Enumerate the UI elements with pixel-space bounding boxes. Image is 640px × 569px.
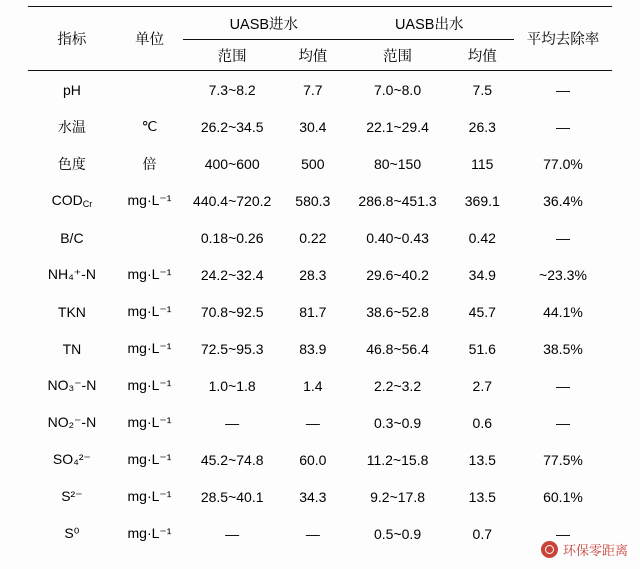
- cell-removal: ~23.3%: [539, 266, 587, 283]
- table-row: [28, 293, 612, 330]
- cell-unit: mg·L⁻¹: [127, 451, 172, 467]
- table-row: [28, 478, 612, 515]
- cell-influent-range: 0.18~0.26: [200, 229, 264, 246]
- cell-influent-range: 24.2~32.4: [200, 266, 264, 283]
- table-row: [28, 515, 612, 552]
- header-influent-range: 范围: [183, 40, 281, 71]
- cell-influent-mean: 28.3: [299, 266, 327, 283]
- cell-influent-mean: 580.3: [295, 192, 331, 209]
- header-group-influent: UASB进水: [183, 7, 344, 40]
- table-row: [28, 367, 612, 404]
- cell-influent-mean: 0.22: [299, 229, 327, 246]
- cell-index: 色度: [57, 155, 86, 172]
- cell-influent-mean: 81.7: [299, 303, 327, 320]
- cell-influent-range: 440.4~720.2: [193, 192, 272, 209]
- cell-unit: mg·L⁻¹: [127, 377, 172, 393]
- header-group-effluent: UASB出水: [344, 7, 513, 40]
- water-quality-table: [28, 6, 612, 552]
- cell-influent-mean: —: [305, 414, 320, 431]
- cell-removal: —: [555, 229, 570, 246]
- cell-effluent-range: 2.2~3.2: [374, 377, 422, 394]
- cell-effluent-range: 286.8~451.3: [358, 192, 437, 209]
- cell-effluent-mean: 0.6: [472, 414, 493, 431]
- table-row: [28, 182, 612, 219]
- cell-unit: [116, 71, 183, 109]
- cell-influent-range: 45.2~74.8: [200, 451, 264, 468]
- cell-influent-range: 7.3~8.2: [208, 81, 256, 98]
- cell-index-subscript: Cr: [82, 198, 93, 209]
- cell-effluent-range: 7.0~8.0: [374, 81, 422, 98]
- table-row: [28, 219, 612, 256]
- cell-effluent-range: 0.3~0.9: [374, 414, 422, 431]
- cell-index: pH: [62, 81, 81, 98]
- header-effluent-range: 范围: [344, 40, 450, 71]
- watermark-logo-icon: [541, 541, 558, 558]
- cell-effluent-mean: 0.42: [468, 229, 496, 246]
- header-unit: 单位: [116, 7, 183, 71]
- cell-effluent-mean: 13.5: [468, 451, 496, 468]
- cell-effluent-mean: 369.1: [464, 192, 500, 209]
- cell-effluent-mean: 51.6: [468, 340, 496, 357]
- cell-influent-range: —: [225, 525, 240, 542]
- cell-effluent-mean: 2.7: [472, 377, 493, 394]
- cell-influent-mean: 83.9: [299, 340, 327, 357]
- cell-effluent-mean: 7.5: [472, 81, 493, 98]
- table-row: [28, 441, 612, 478]
- cell-unit: mg·L⁻¹: [127, 525, 172, 541]
- cell-removal: —: [555, 377, 570, 394]
- cell-influent-range: —: [225, 414, 240, 431]
- table-row: [28, 256, 612, 293]
- cell-index: B/C: [60, 229, 84, 246]
- header-index: 指标: [28, 7, 116, 71]
- cell-influent-mean: 34.3: [299, 488, 327, 505]
- cell-removal: 44.1%: [543, 303, 583, 320]
- cell-index: S²⁻: [61, 488, 83, 504]
- cell-unit: ℃: [141, 118, 158, 134]
- cell-influent-range: 400~600: [204, 155, 260, 172]
- cell-effluent-range: 46.8~56.4: [366, 340, 429, 357]
- table-row: [28, 108, 612, 145]
- cell-influent-range: 1.0~1.8: [208, 377, 256, 394]
- cell-influent-mean: 30.4: [299, 118, 327, 135]
- cell-effluent-range: 11.2~15.8: [366, 451, 429, 468]
- cell-removal: 60.1%: [543, 488, 583, 505]
- cell-unit: mg·L⁻¹: [127, 266, 172, 282]
- cell-influent-mean: 60.0: [299, 451, 327, 468]
- cell-effluent-range: 22.1~29.4: [366, 118, 429, 135]
- cell-unit: [116, 219, 183, 256]
- cell-effluent-mean: 34.9: [468, 266, 496, 283]
- cell-effluent-mean: 26.3: [468, 118, 496, 135]
- cell-influent-mean: 7.7: [303, 81, 323, 98]
- cell-influent-range: 72.5~95.3: [200, 340, 264, 357]
- cell-effluent-mean: 115: [471, 155, 494, 172]
- table-body: [28, 71, 612, 553]
- cell-index: NH₄⁺-N: [47, 266, 96, 282]
- table-row: [28, 330, 612, 367]
- watermark: [541, 540, 628, 559]
- table-row: [28, 404, 612, 441]
- cell-influent-range: 28.5~40.1: [200, 488, 264, 505]
- cell-index: TN: [62, 340, 82, 357]
- cell-removal: 36.4%: [543, 192, 583, 209]
- header-removal-rate: 平均去除率: [514, 7, 612, 71]
- cell-index: SO₄²⁻: [52, 451, 91, 467]
- cell-unit: mg·L⁻¹: [127, 192, 172, 208]
- cell-effluent-range: 80~150: [374, 155, 422, 172]
- cell-index: S⁰: [64, 525, 80, 541]
- cell-effluent-mean: 45.7: [468, 303, 496, 320]
- cell-removal: —: [555, 525, 570, 542]
- cell-index: TKN: [57, 303, 86, 320]
- cell-removal: —: [555, 118, 570, 135]
- cell-effluent-range: 0.5~0.9: [374, 525, 422, 542]
- cell-unit: mg·L⁻¹: [127, 488, 172, 504]
- header-effluent-mean: 均值: [451, 40, 514, 71]
- cell-influent-mean: 1.4: [303, 377, 323, 394]
- cell-removal: —: [555, 81, 570, 98]
- cell-removal: 38.5%: [543, 340, 583, 357]
- cell-unit: 倍: [142, 155, 157, 172]
- cell-influent-mean: 500: [301, 155, 325, 172]
- table-row: [28, 71, 612, 109]
- cell-unit: mg·L⁻¹: [127, 340, 172, 356]
- cell-effluent-range: 38.6~52.8: [366, 303, 429, 320]
- cell-index: [28, 182, 116, 219]
- cell-removal: —: [555, 414, 570, 431]
- cell-unit: mg·L⁻¹: [127, 414, 172, 430]
- cell-removal: 77.5%: [543, 451, 583, 468]
- cell-unit: mg·L⁻¹: [127, 303, 172, 319]
- cell-effluent-range: 29.6~40.2: [366, 266, 429, 283]
- cell-effluent-mean: 13.5: [468, 488, 496, 505]
- cell-index: NO₃⁻-N: [47, 377, 97, 393]
- cell-influent-range: 70.8~92.5: [200, 303, 264, 320]
- cell-effluent-range: 9.2~17.8: [370, 488, 425, 505]
- table-header-top: [28, 7, 612, 40]
- cell-index: NO₂⁻-N: [47, 414, 97, 430]
- cell-effluent-range: 0.40~0.43: [366, 229, 429, 246]
- table-row: [28, 145, 612, 182]
- cell-influent-range: 26.2~34.5: [200, 118, 264, 135]
- cell-index-label: COD: [51, 192, 83, 209]
- cell-index: 水温: [57, 118, 86, 135]
- header-influent-mean: 均值: [281, 40, 344, 71]
- cell-effluent-mean: 0.7: [472, 525, 493, 542]
- cell-removal: 77.0%: [543, 155, 583, 172]
- cell-influent-mean: —: [305, 525, 320, 542]
- watermark-text: 环保零距离: [562, 543, 628, 558]
